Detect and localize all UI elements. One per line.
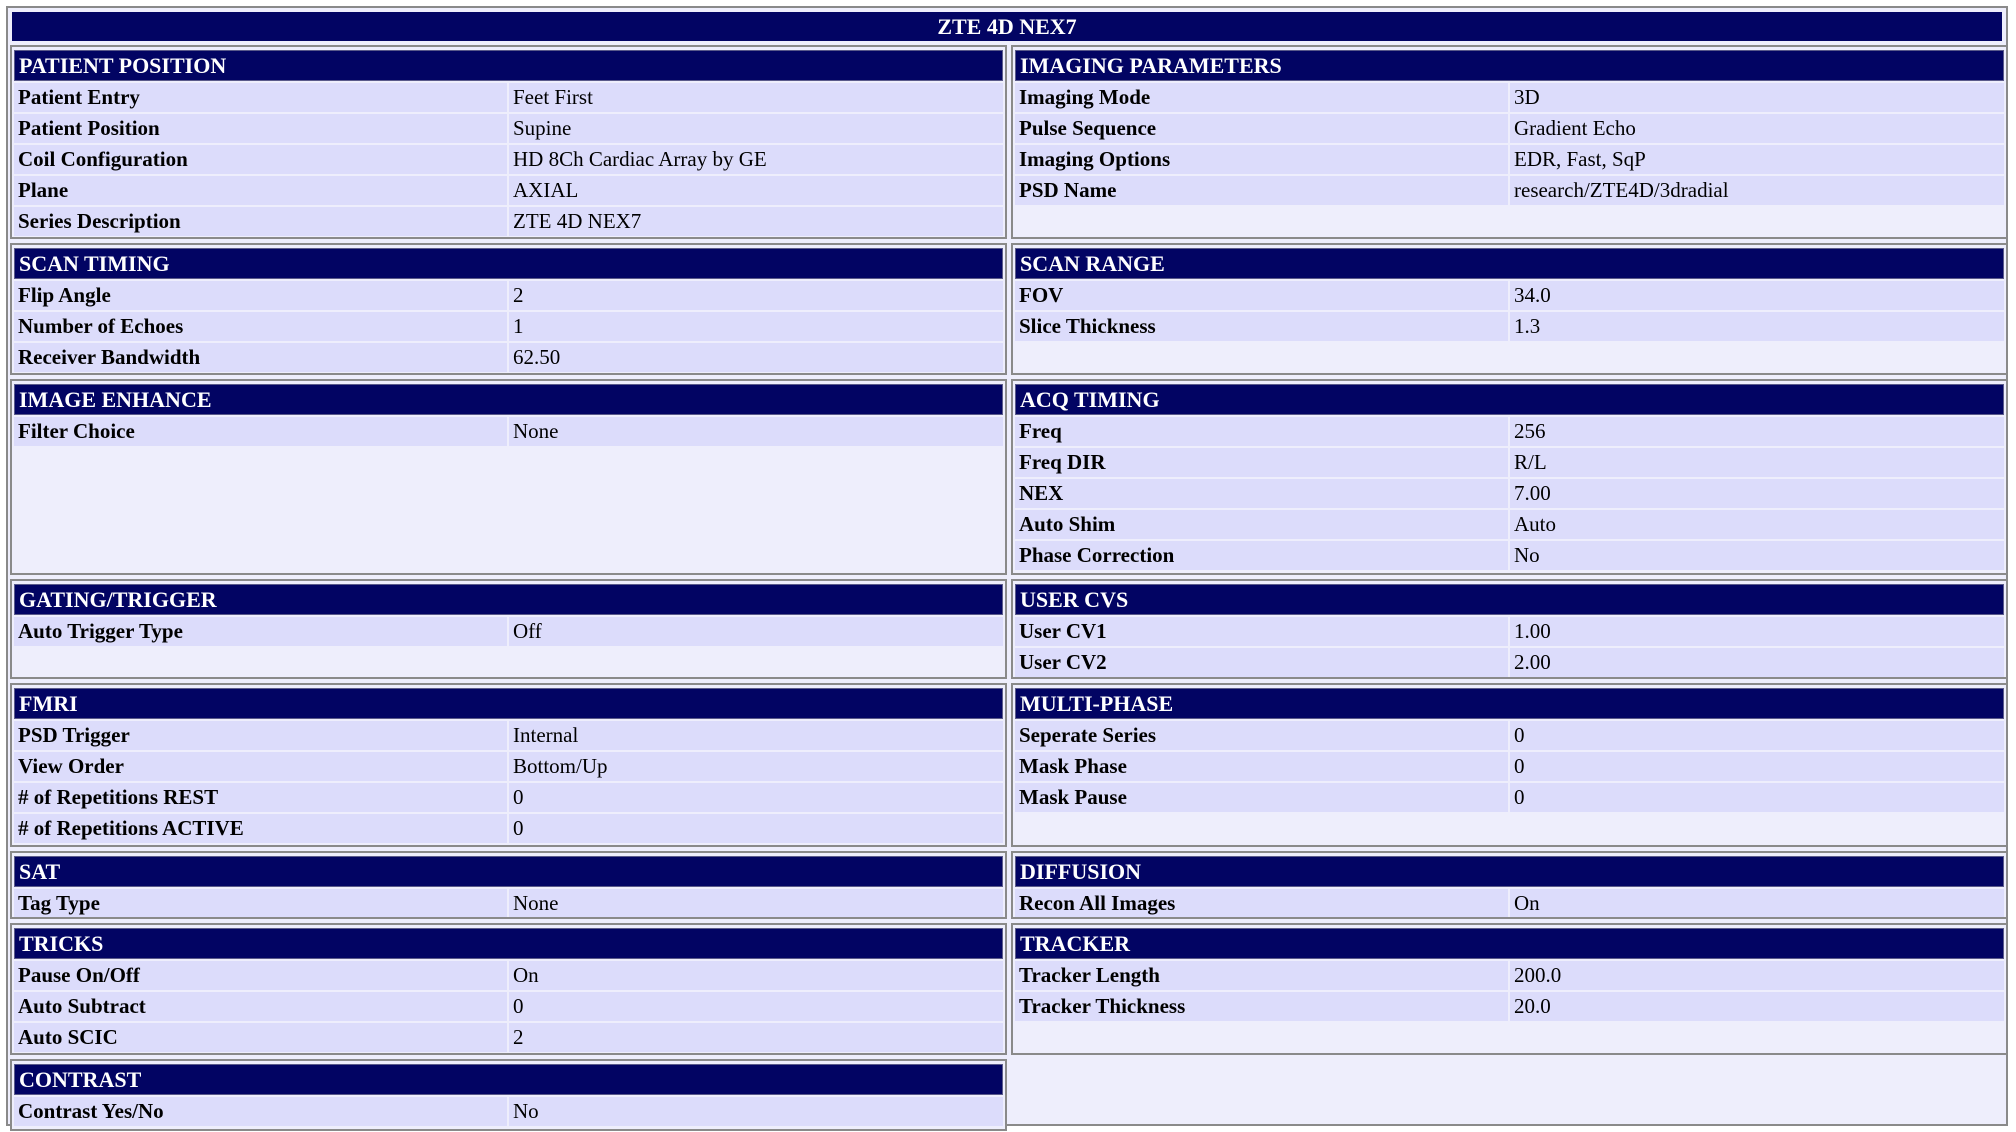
- param-label: Flip Angle: [14, 281, 507, 310]
- param-label: Number of Echoes: [14, 312, 507, 341]
- param-row: [1015, 648, 2004, 677]
- param-value: Bottom/Up: [509, 752, 1003, 781]
- param-value: research/ZTE4D/3dradial: [1510, 176, 2004, 205]
- param-label: Auto Subtract: [14, 992, 507, 1021]
- param-label: Plane: [14, 176, 507, 205]
- param-value: On: [1510, 889, 2004, 918]
- param-row: [14, 1097, 1003, 1126]
- section-header: IMAGING PARAMETERS: [1015, 50, 2004, 81]
- param-label: Seperate Series: [1015, 721, 1508, 750]
- empty-cell: [1011, 1059, 2008, 1131]
- param-value: 0: [509, 814, 1003, 843]
- param-value: None: [509, 889, 1003, 918]
- param-value: 1.3: [1510, 312, 2004, 341]
- param-value: R/L: [1510, 448, 2004, 477]
- param-label: Receiver Bandwidth: [14, 343, 507, 372]
- section-scan-range: [1011, 243, 2008, 375]
- param-label: Recon All Images: [1015, 889, 1508, 918]
- section-header: TRACKER: [1015, 928, 2004, 959]
- section-header: SCAN RANGE: [1015, 248, 2004, 279]
- param-row: [14, 752, 1003, 781]
- param-row: [14, 814, 1003, 843]
- param-row: [1015, 448, 2004, 477]
- param-label: Pause On/Off: [14, 961, 507, 990]
- param-row: [14, 992, 1003, 1021]
- param-value: 0: [1510, 752, 2004, 781]
- protocol-sheet: [6, 6, 2008, 1126]
- section-image-enhance: [10, 379, 1007, 575]
- param-row: [14, 1023, 1003, 1052]
- section-multi-phase: [1011, 683, 2008, 847]
- section-contrast: [10, 1059, 1007, 1131]
- section-acq-timing: [1011, 379, 2008, 575]
- param-value: 3D: [1510, 83, 2004, 112]
- section-diffusion: [1011, 851, 2008, 919]
- param-row: [14, 343, 1003, 372]
- param-row: [14, 889, 1003, 918]
- param-label: Imaging Options: [1015, 145, 1508, 174]
- section-header: CONTRAST: [14, 1064, 1003, 1095]
- param-row: [1015, 961, 2004, 990]
- param-value: Off: [509, 617, 1003, 646]
- page-title: ZTE 4D NEX7: [12, 12, 2002, 41]
- param-value: Internal: [509, 721, 1003, 750]
- section-header: MULTI-PHASE: [1015, 688, 2004, 719]
- param-row: [1015, 176, 2004, 205]
- param-value: 20.0: [1510, 992, 2004, 1021]
- param-row: [14, 617, 1003, 646]
- param-row: [14, 783, 1003, 812]
- param-value: 2: [509, 281, 1003, 310]
- param-label: Auto Trigger Type: [14, 617, 507, 646]
- param-row: [1015, 417, 2004, 446]
- param-row: [1015, 510, 2004, 539]
- param-value: Gradient Echo: [1510, 114, 2004, 143]
- param-label: FOV: [1015, 281, 1508, 310]
- param-label: Auto Shim: [1015, 510, 1508, 539]
- sections-grid: [10, 45, 2004, 1131]
- param-label: Filter Choice: [14, 417, 507, 446]
- param-label: Series Description: [14, 207, 507, 236]
- param-value: HD 8Ch Cardiac Array by GE: [509, 145, 1003, 174]
- param-value: No: [509, 1097, 1003, 1126]
- param-value: None: [509, 417, 1003, 446]
- param-value: AXIAL: [509, 176, 1003, 205]
- param-row: [14, 721, 1003, 750]
- param-row: [1015, 783, 2004, 812]
- param-row: [1015, 281, 2004, 310]
- param-value: 0: [1510, 783, 2004, 812]
- param-row: [14, 145, 1003, 174]
- param-row: [1015, 992, 2004, 1021]
- param-label: View Order: [14, 752, 507, 781]
- section-header: TRICKS: [14, 928, 1003, 959]
- param-value: No: [1510, 541, 2004, 570]
- param-value: ZTE 4D NEX7: [509, 207, 1003, 236]
- param-value: On: [509, 961, 1003, 990]
- param-label: Freq: [1015, 417, 1508, 446]
- section-sat: [10, 851, 1007, 919]
- param-value: 256: [1510, 417, 2004, 446]
- param-row: [14, 114, 1003, 143]
- param-label: User CV2: [1015, 648, 1508, 677]
- section-header: DIFFUSION: [1015, 856, 2004, 887]
- section-fmri: [10, 683, 1007, 847]
- param-label: Tag Type: [14, 889, 507, 918]
- section-user-cvs: [1011, 579, 2008, 679]
- param-value: Feet First: [509, 83, 1003, 112]
- section-header: GATING/TRIGGER: [14, 584, 1003, 615]
- param-row: [14, 417, 1003, 446]
- param-value: Auto: [1510, 510, 2004, 539]
- param-value: 62.50: [509, 343, 1003, 372]
- param-row: [1015, 145, 2004, 174]
- param-row: [14, 961, 1003, 990]
- param-row: [14, 207, 1003, 236]
- param-value: 1: [509, 312, 1003, 341]
- param-row: [14, 83, 1003, 112]
- param-value: 0: [1510, 721, 2004, 750]
- param-label: Imaging Mode: [1015, 83, 1508, 112]
- param-label: Patient Position: [14, 114, 507, 143]
- param-row: [14, 176, 1003, 205]
- param-row: [1015, 83, 2004, 112]
- param-label: Coil Configuration: [14, 145, 507, 174]
- param-label: Mask Pause: [1015, 783, 1508, 812]
- param-value: 0: [509, 992, 1003, 1021]
- section-gating-trigger: [10, 579, 1007, 679]
- section-header: IMAGE ENHANCE: [14, 384, 1003, 415]
- param-label: PSD Trigger: [14, 721, 507, 750]
- param-value: 1.00: [1510, 617, 2004, 646]
- section-header: FMRI: [14, 688, 1003, 719]
- param-row: [1015, 541, 2004, 570]
- param-label: Slice Thickness: [1015, 312, 1508, 341]
- param-row: [1015, 114, 2004, 143]
- param-label: Mask Phase: [1015, 752, 1508, 781]
- param-label: Phase Correction: [1015, 541, 1508, 570]
- param-value: 34.0: [1510, 281, 2004, 310]
- section-imaging-parameters: [1011, 45, 2008, 239]
- param-row: [1015, 752, 2004, 781]
- param-row: [1015, 617, 2004, 646]
- section-tracker: [1011, 923, 2008, 1055]
- param-row: [1015, 721, 2004, 750]
- param-label: User CV1: [1015, 617, 1508, 646]
- param-value: 2: [509, 1023, 1003, 1052]
- section-scan-timing: [10, 243, 1007, 375]
- param-label: Freq DIR: [1015, 448, 1508, 477]
- section-header: ACQ TIMING: [1015, 384, 2004, 415]
- section-patient-position: [10, 45, 1007, 239]
- section-header: USER CVS: [1015, 584, 2004, 615]
- param-label: Contrast Yes/No: [14, 1097, 507, 1126]
- section-header: PATIENT POSITION: [14, 50, 1003, 81]
- param-label: Auto SCIC: [14, 1023, 507, 1052]
- param-label: PSD Name: [1015, 176, 1508, 205]
- param-label: Tracker Thickness: [1015, 992, 1508, 1021]
- param-value: 7.00: [1510, 479, 2004, 508]
- section-header: SAT: [14, 856, 1003, 887]
- param-row: [14, 312, 1003, 341]
- param-label: # of Repetitions ACTIVE: [14, 814, 507, 843]
- param-label: # of Repetitions REST: [14, 783, 507, 812]
- param-label: Patient Entry: [14, 83, 507, 112]
- param-value: 200.0: [1510, 961, 2004, 990]
- param-value: EDR, Fast, SqP: [1510, 145, 2004, 174]
- section-header: SCAN TIMING: [14, 248, 1003, 279]
- param-row: [1015, 312, 2004, 341]
- param-value: 0: [509, 783, 1003, 812]
- param-row: [14, 281, 1003, 310]
- param-label: NEX: [1015, 479, 1508, 508]
- param-row: [1015, 479, 2004, 508]
- param-row: [1015, 889, 2004, 918]
- section-tricks: [10, 923, 1007, 1055]
- param-value: 2.00: [1510, 648, 2004, 677]
- param-label: Tracker Length: [1015, 961, 1508, 990]
- param-value: Supine: [509, 114, 1003, 143]
- param-label: Pulse Sequence: [1015, 114, 1508, 143]
